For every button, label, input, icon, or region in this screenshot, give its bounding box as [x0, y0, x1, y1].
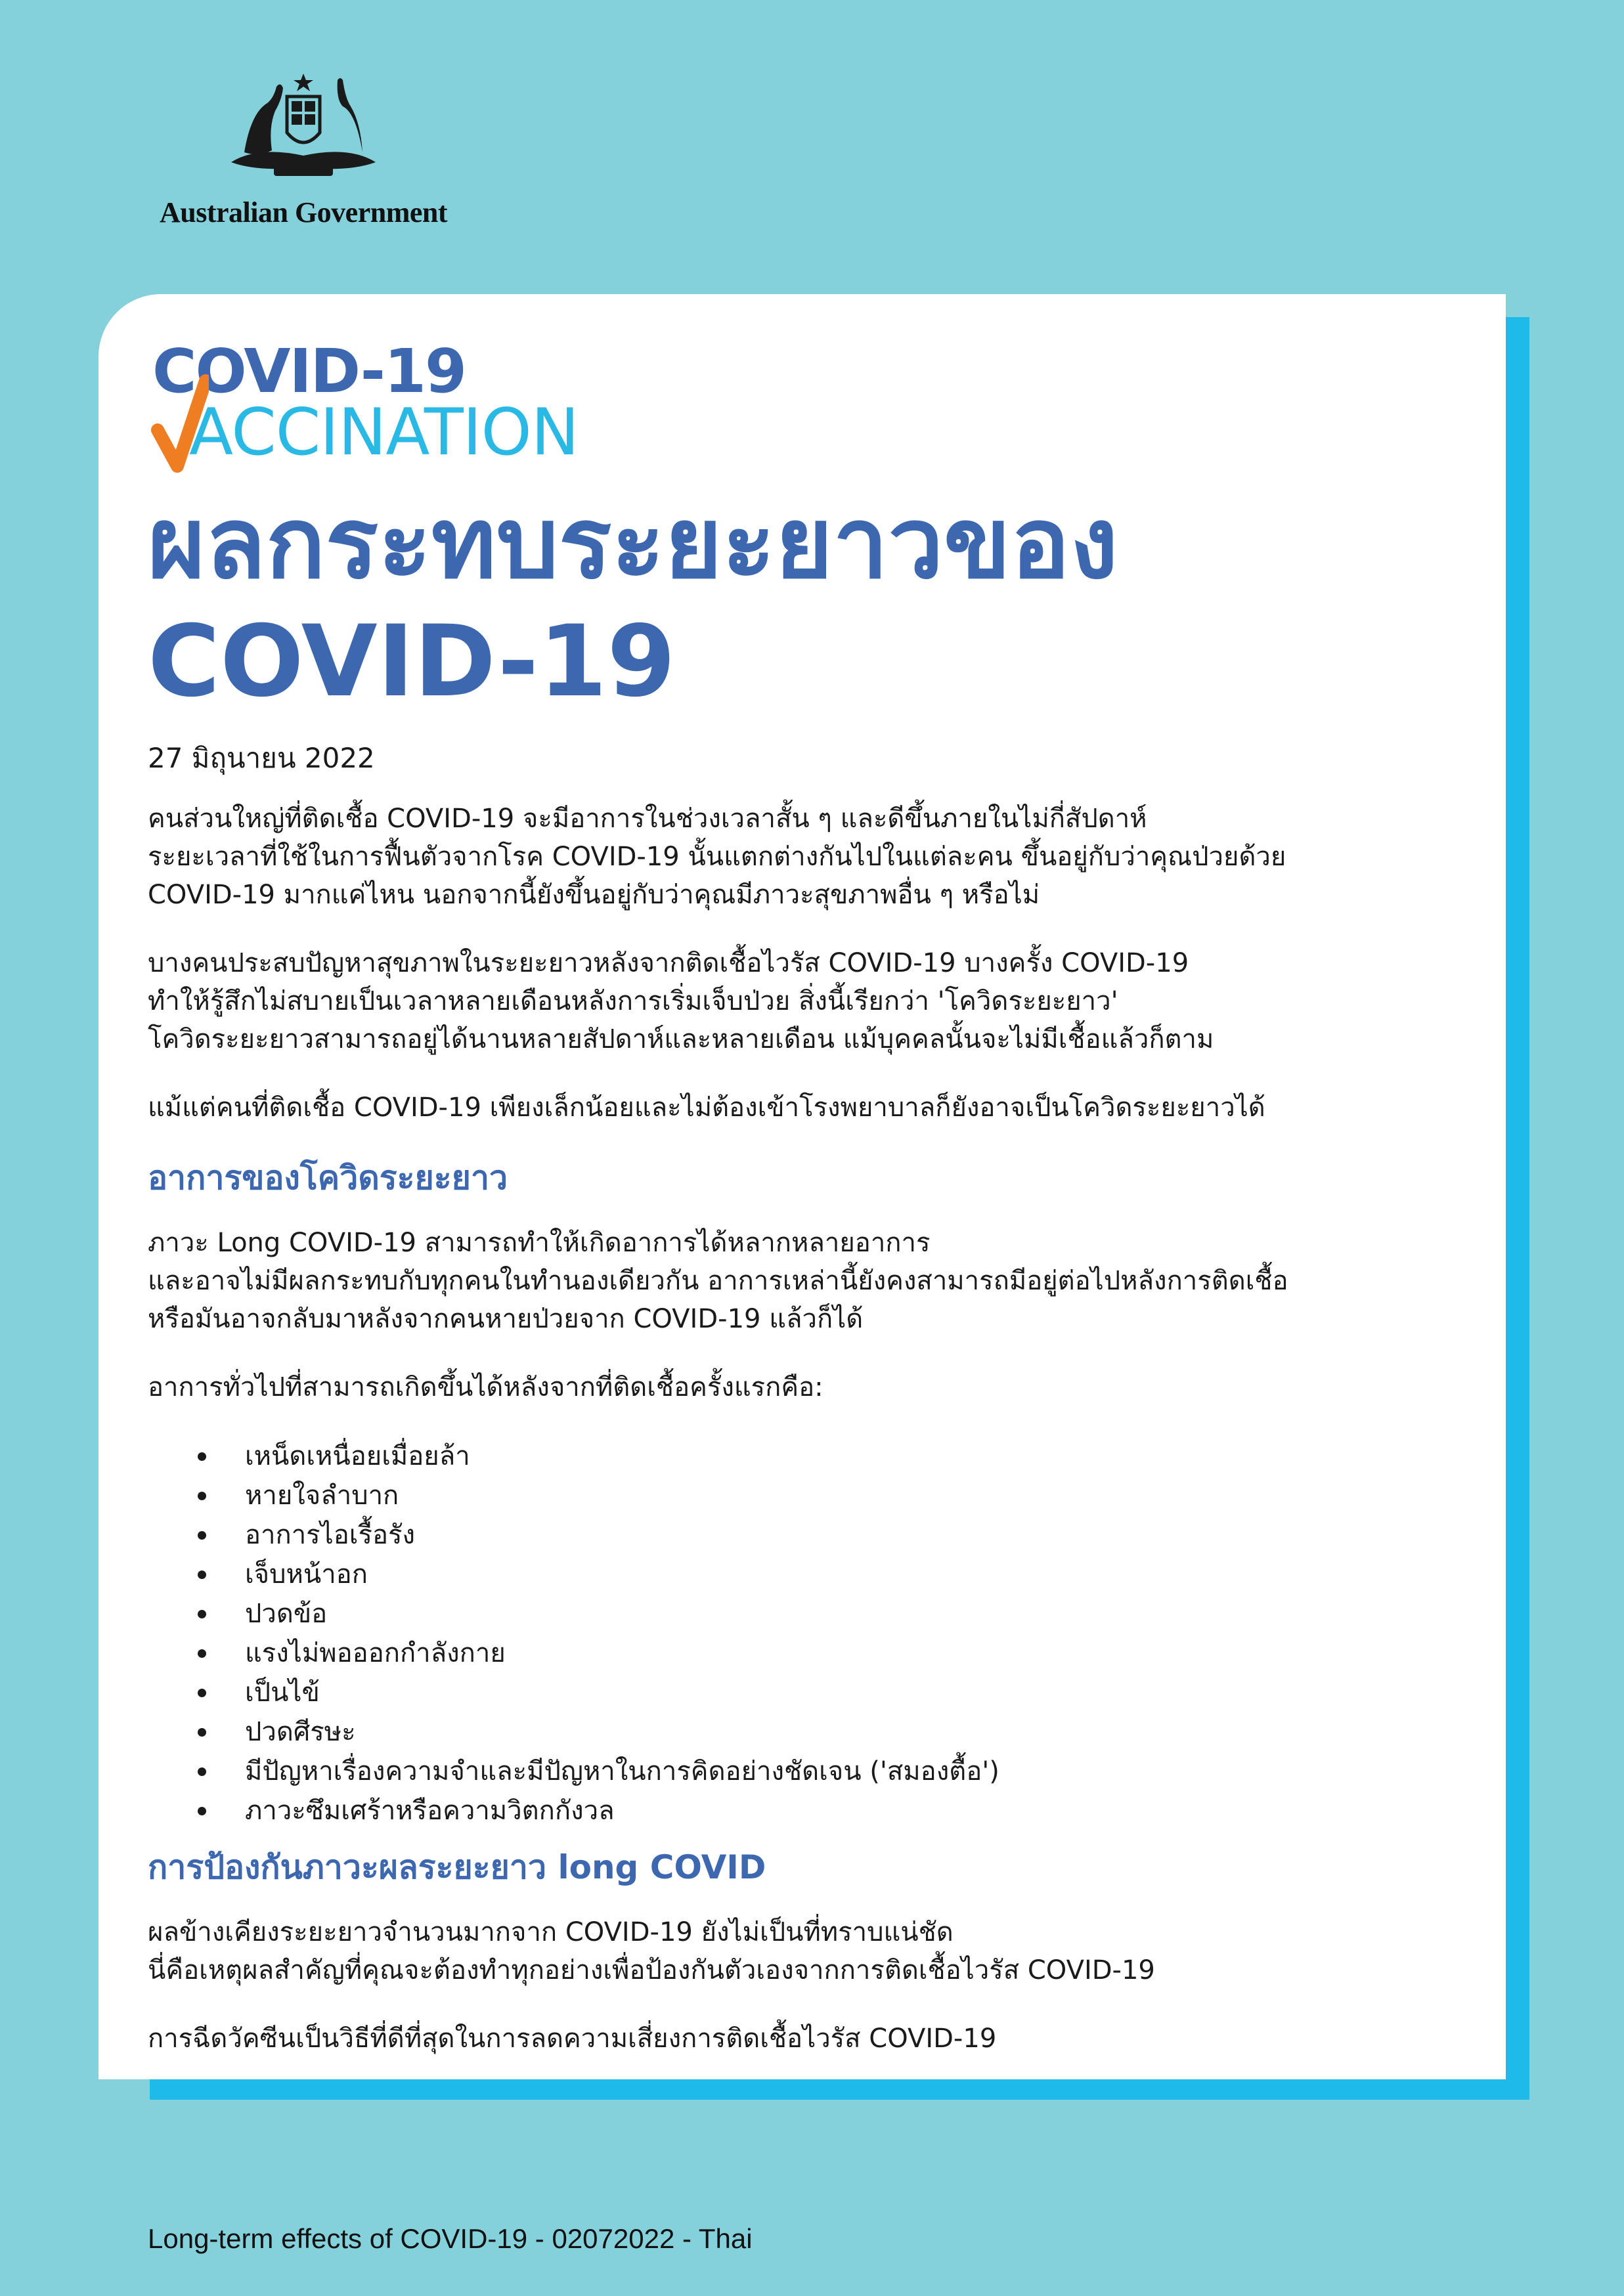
text-line: ระยะเวลาที่ใช้ในการฟื้นตัวจากโรค COVID-19 นั้นแตกต่างกันไปในแต่ละคน ขึ้นอยู่กับว่าคุณป่วยด้วย — [148, 842, 1286, 872]
title-line: COVID-19 — [148, 605, 676, 719]
document-footer: Long-term effects of COVID-19 - 02072022 - Thai — [148, 2223, 753, 2254]
intro-paragraph — [148, 944, 1461, 1058]
section-heading-prevention: การป้องกันภาวะผลระยะยาว long COVID — [148, 1848, 766, 1886]
section-paragraph — [148, 1368, 1461, 1406]
coat-of-arms-icon — [218, 74, 389, 192]
logo-vaccination-text: ACCINATION — [189, 395, 579, 470]
section-paragraph — [148, 1913, 1461, 1989]
section-paragraph — [148, 1224, 1461, 1338]
text-line: ผลข้างเคียงระยะยาวจำนวนมากจาก COVID-19 ยังไม่เป็นที่ทราบแน่ชัด — [148, 1917, 954, 1947]
text-line: อาการทั่วไปที่สามารถเกิดขึ้นได้หลังจากที่ติดเชื้อครั้งแรกคือ: — [148, 1372, 823, 1402]
list-item: เจ็บหน้าอก — [148, 1555, 1461, 1594]
text-line: และอาจไม่มีผลกระทบกับทุกคนในทำนองเดียวกัน อาการเหล่านี้ยังคงสามารถมีอยู่ต่อไปหลังการติดเชื้อ — [148, 1266, 1288, 1296]
symptom-list — [148, 1437, 1461, 1830]
text-line: COVID-19 มากแค่ไหน นอกจากนี้ยังขึ้นอยู่กับว่าคุณมีภาวะสุขภาพอื่น ๆ หรือไม่ — [148, 880, 1040, 910]
government-crest — [152, 74, 454, 231]
list-item: เหน็ดเหนื่อยเมื่อยล้า — [148, 1437, 1461, 1476]
government-name: Australian Government — [159, 196, 448, 228]
intro-paragraph — [148, 800, 1461, 914]
list-item: อาการไอเรื้อรัง — [148, 1515, 1461, 1555]
text-line: ภาวะ Long COVID-19 สามารถทำให้เกิดอาการได้หลากหลายอาการ — [148, 1228, 931, 1258]
intro-paragraph — [148, 1089, 1461, 1127]
page-title — [148, 485, 1118, 721]
list-item: มีปัญหาเรื่องความจำและมีปัญหาในการคิดอย่างชัดเจน ('สมองตื้อ') — [148, 1752, 1461, 1791]
list-item: ปวดศีรษะ — [148, 1712, 1461, 1752]
publish-date: 27 มิถุนายน 2022 — [148, 742, 375, 774]
checkmark-icon — [150, 368, 209, 473]
section-paragraph — [148, 2020, 1461, 2058]
list-item: แรงไม่พอออกกำลังกาย — [148, 1634, 1461, 1673]
text-line: โควิดระยะยาวสามารถอยู่ได้นานหลายสัปดาห์และหลายเดือน แม้บุคคลนั้นจะไม่มีเชื้อแล้วก็ตาม — [148, 1024, 1214, 1054]
text-line: แม้แต่คนที่ติดเชื้อ COVID-19 เพียงเล็กน้อยและไม่ต้องเข้าโรงพยาบาลก็ยังอาจเป็นโควิดระยะยาวได้ — [148, 1093, 1265, 1123]
logo-covid-text: COVID-19 — [152, 336, 466, 406]
covid-vaccination-logo — [150, 336, 596, 470]
section-heading-symptoms: อาการของโควิดระยะยาว — [148, 1159, 508, 1197]
text-line: นี่คือเหตุผลสำคัญที่คุณจะต้องทำทุกอย่างเพื่อป้องกันตัวเองจากการติดเชื้อไวรัส COVID-19 — [148, 1955, 1155, 1985]
text-line: บางคนประสบปัญหาสุขภาพในระยะยาวหลังจากติดเชื้อไวรัส COVID-19 บางครั้ง COVID-19 — [148, 948, 1189, 978]
list-item: เป็นไข้ — [148, 1673, 1461, 1712]
text-line: ทำให้รู้สึกไม่สบายเป็นเวลาหลายเดือนหลังการเริ่มเจ็บป่วย สิ่งนี้เรียกว่า 'โควิดระยะยาว' — [148, 986, 1118, 1016]
text-line: หรือมันอาจกลับมาหลังจากคนหายป่วยจาก COVID-19 แล้วก็ได้ — [148, 1304, 864, 1334]
title-line: ผลกระทบระยะยาวของ — [148, 487, 1118, 601]
list-item: ปวดข้อ — [148, 1594, 1461, 1634]
text-line: การฉีดวัคซีนเป็นวิธีที่ดีที่สุดในการลดความเสี่ยงการติดเชื้อไวรัส COVID-19 — [148, 2024, 997, 2054]
text-line: คนส่วนใหญ่ที่ติดเชื้อ COVID-19 จะมีอาการในช่วงเวลาสั้น ๆ และดีขึ้นภายในไม่กี่สัปดาห์ — [148, 804, 1147, 834]
list-item: ภาวะซึมเศร้าหรือความวิตกกังวล — [148, 1791, 1461, 1830]
list-item: หายใจลำบาก — [148, 1476, 1461, 1515]
main-content — [148, 800, 1461, 2058]
